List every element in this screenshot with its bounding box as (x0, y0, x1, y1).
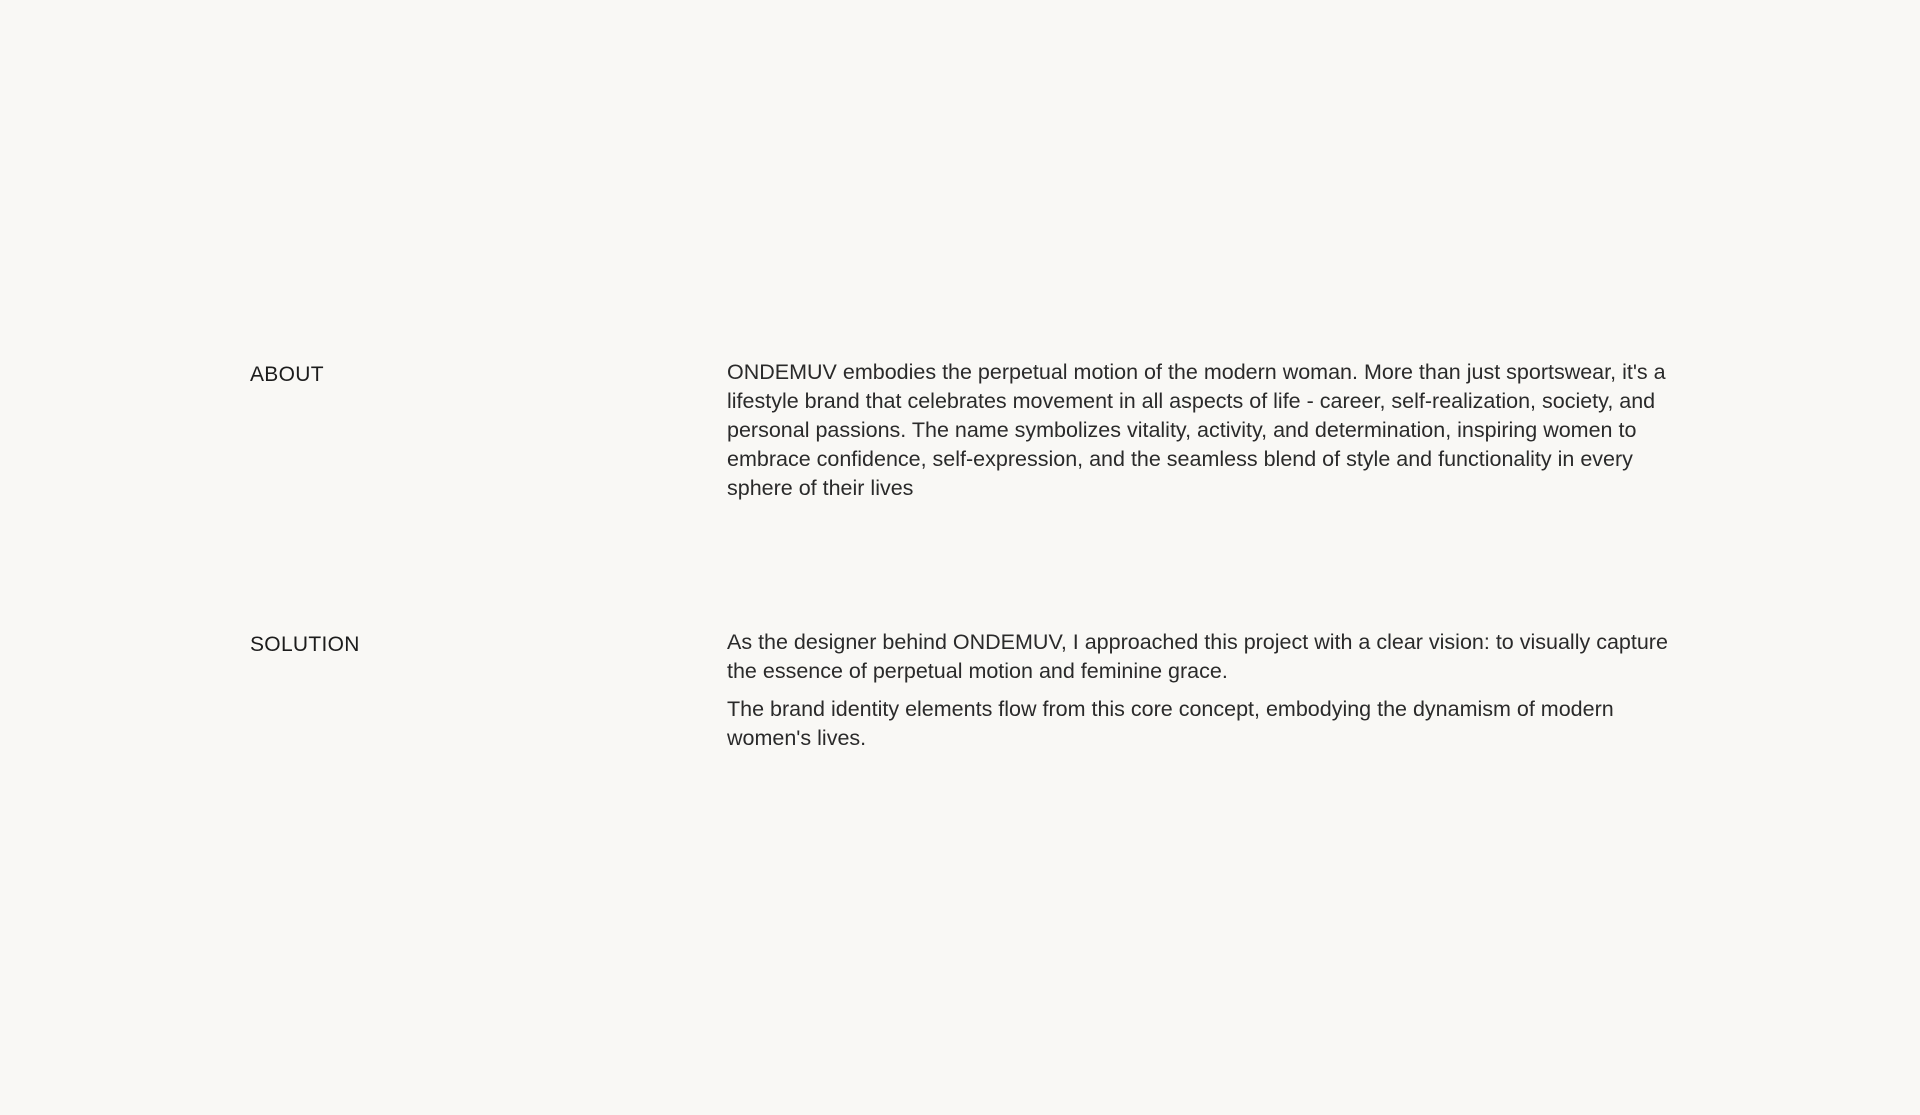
solution-body (727, 628, 1672, 762)
about-heading: ABOUT (250, 363, 324, 386)
solution-heading: SOLUTION (250, 633, 360, 656)
solution-paragraph: As the designer behind ONDEMUV, I approached this project with a clear vision: to visually capture the essence of perpetual motion and feminine grace. (727, 630, 1668, 683)
solution-paragraph: The brand identity elements flow from this core concept, embodying the dynamism of modern women's lives. (727, 697, 1614, 750)
about-paragraph: ONDEMUV embodies the perpetual motion of the modern woman. More than just sportswear, it's a lifestyle brand that celebrates movement in all aspects of life - career, self-realization, society, and personal passions. The name symbolizes vitality, activity, and determination, inspiring women to embrace confidence, self-expression, and the seamless blend of style and functionality in every sphere of their lives (727, 360, 1666, 500)
about-body (727, 358, 1672, 512)
